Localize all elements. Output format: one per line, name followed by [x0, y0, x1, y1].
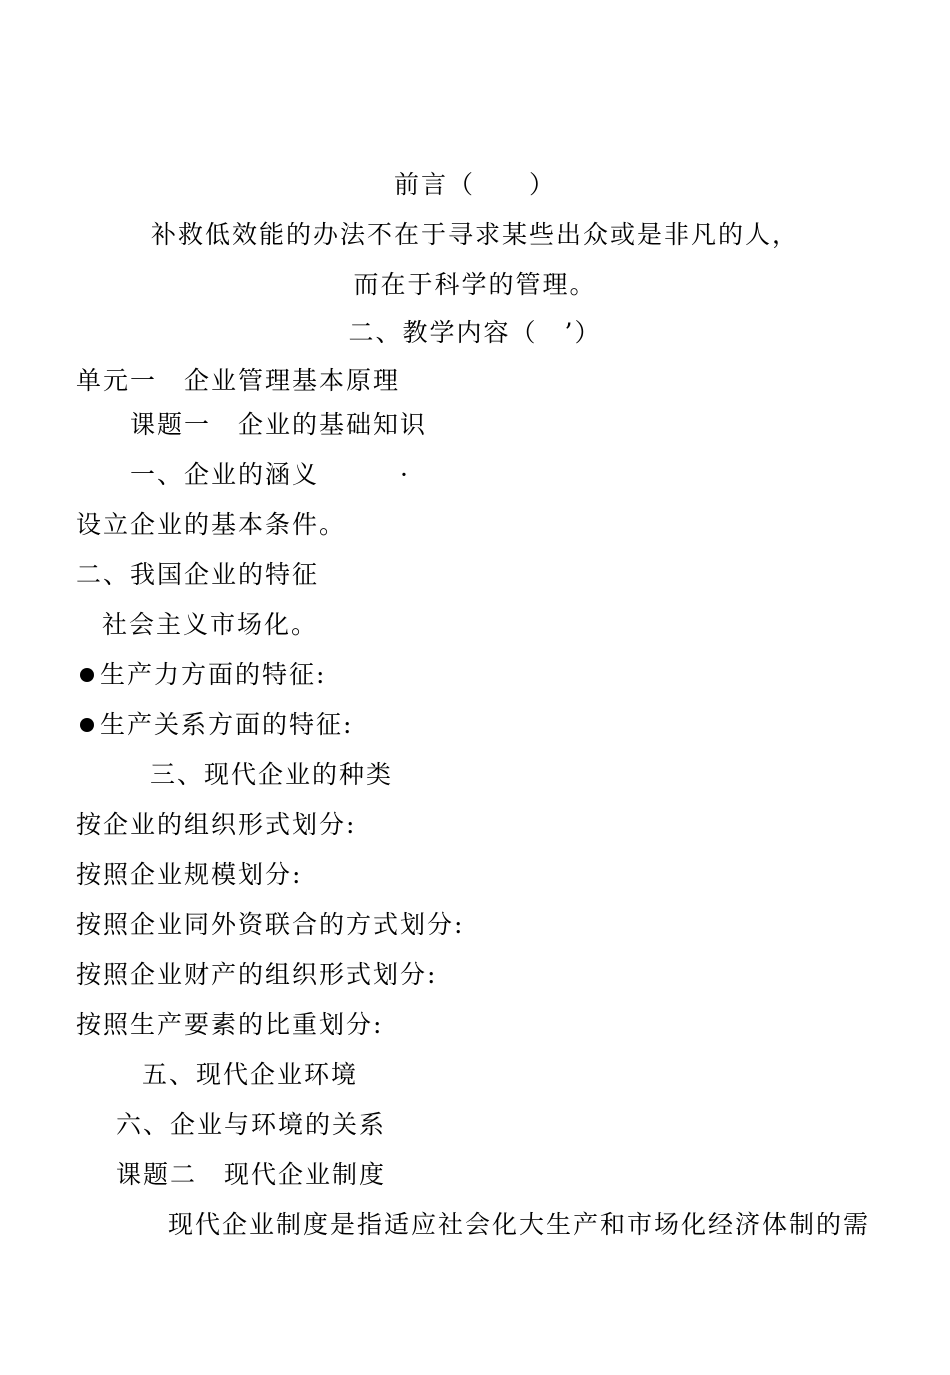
classification-factors: 按照生产要素的比重划分:: [76, 1010, 384, 1039]
item-heading-6: 六、企业与环境的关系: [116, 1110, 387, 1139]
topic-heading-2: 课题二 现代企业制度: [116, 1160, 387, 1189]
classification-foreign: 按照企业同外资联合的方式划分:: [76, 910, 465, 939]
paragraph-conditions: 设立企业的基本条件。: [76, 510, 347, 539]
quote-line-1: 补救低效能的办法不在于寻求某些出众或是非凡的人，: [150, 220, 799, 249]
item-heading-3: 三、现代企业的种类: [150, 760, 394, 789]
preface-title: 前言（ ）: [393, 170, 556, 199]
bullet-text: 生产力方面的特征:: [100, 660, 327, 689]
bullet-icon: [80, 718, 94, 732]
paragraph-socialist: 社会主义市场化。: [102, 610, 319, 639]
classification-property: 按照企业财产的组织形式划分:: [76, 960, 438, 989]
classification-scale: 按照企业规模划分:: [76, 860, 303, 889]
quote-line-2: 而在于科学的管理。: [353, 270, 597, 299]
item-heading-2: 二、我国企业的特征: [76, 560, 320, 589]
bullet-item-relations: [80, 710, 353, 740]
section-title: 二、教学内容（ ’）: [348, 318, 602, 347]
item-heading-1: 一、企业的涵义 ·: [130, 460, 410, 489]
classification-org-form: 按企业的组织形式划分:: [76, 810, 357, 839]
paragraph-definition: 现代企业制度是指适应社会化大生产和市场化经济体制的需: [168, 1210, 871, 1239]
bullet-item-productivity: [80, 660, 326, 690]
bullet-icon: [80, 668, 94, 682]
topic-heading-1: 课题一 企业的基础知识: [130, 410, 428, 439]
item-heading-5: 五、现代企业环境: [142, 1060, 359, 1089]
bullet-text: 生产关系方面的特征:: [100, 710, 354, 739]
unit-heading: 单元一 企业管理基本原理: [76, 366, 401, 395]
